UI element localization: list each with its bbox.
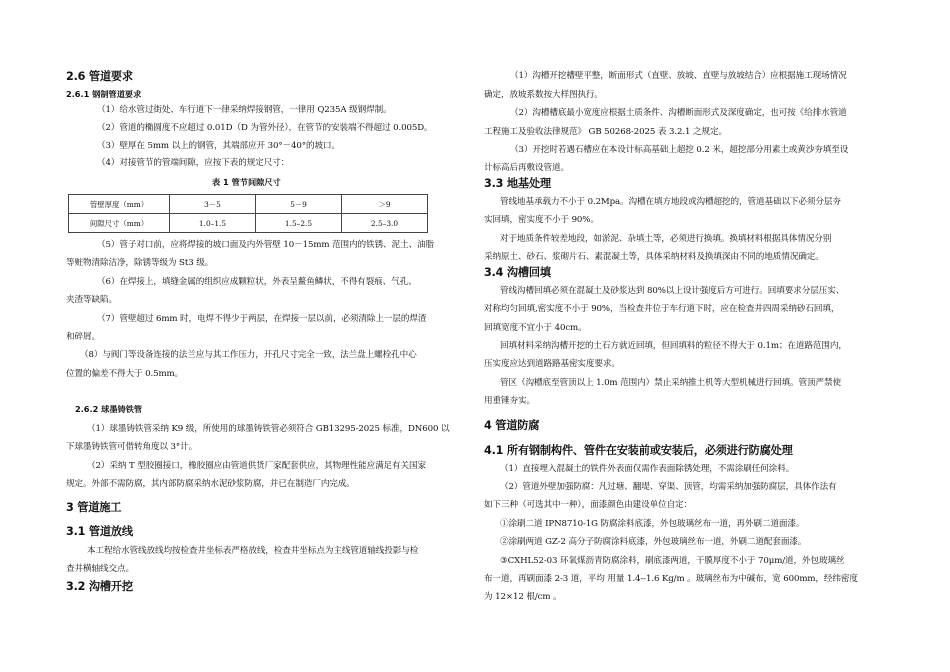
paragraph-line: （4）对接管节的管端间隙，应按下表的规定尺寸： bbox=[97, 158, 290, 168]
table-caption: 表 1 管节间隙尺寸 bbox=[212, 177, 281, 187]
paragraph-line: 压实度应达到道路路基密实度要求。 bbox=[484, 359, 620, 369]
table-row bbox=[69, 195, 428, 214]
paragraph-line: （1）直接埋入混凝土的铁件外表面仅需作表面除锈处理，不需涂刷任何涂料。 bbox=[500, 464, 795, 474]
paragraph-line: 布一道，再刷面漆 2-3 道，平均 用量 1.4--1.6 Kg/m 。玻璃丝布为中碱布，宽 600mm，经纬密度 bbox=[484, 574, 858, 584]
paragraph-line: 回填宽度不宜小于 40cm。 bbox=[484, 323, 587, 333]
paragraph-line: 规定。外部不需防腐，其内部防腐采纳水泥砂浆防腐，并已在制造厂内完成。 bbox=[66, 479, 355, 489]
paragraph-line: 计标高后再敷设管道。 bbox=[484, 163, 569, 173]
paragraph-line: （7）管壁超过 6mm 时，电焊不得少于两层，在焊接一层以前，必须清除上一层的焊渣 bbox=[97, 314, 427, 324]
paragraph-line: 管线沟槽回填必须在混凝土及砂浆达到 80%以上设计强度后方可进行。回填要求分层压实、 bbox=[500, 286, 845, 296]
paragraph-line: （6）在焊接上，填缝金属的组织应成颗粒状，外表呈鳌鱼鳞状，不得有裂痕、气孔、 bbox=[97, 277, 417, 287]
section-3-2-title: 3.2 沟槽开挖 bbox=[66, 580, 133, 593]
section-2-6-2-title: 2.6.2 球墨铸铁管 bbox=[75, 404, 143, 414]
section-4-title: 4 管道防腐 bbox=[484, 419, 540, 432]
gap-size-table bbox=[68, 194, 428, 233]
table-cell: ＞9 bbox=[342, 195, 428, 214]
section-3-3-title: 3.3 地基处理 bbox=[484, 177, 551, 190]
table-cell: 管壁厚度（mm） bbox=[69, 195, 170, 214]
paragraph-line: （2）管道外壁加强防腐：凡过塘、翻堤、穿渠、顶管，均需采纳加强防腐层，具体作法有 bbox=[500, 482, 837, 492]
paragraph-line: （2）沟槽槽底最小宽度应根据土质条件、沟槽断面形式及深度确定，也可按《给排水管道 bbox=[510, 108, 847, 118]
section-3-4-title: 3.4 沟槽回填 bbox=[484, 266, 551, 279]
paragraph-line: 管区（沟槽底至管顶以上 1.0m 范围内）禁止采纳推土机等大型机械进行回填。管顶严禁使 bbox=[500, 378, 841, 388]
paragraph-line: 下球墨铸铁管可借转角度以 3°计。 bbox=[66, 442, 198, 452]
section-2-6-title: 2.6 管道要求 bbox=[66, 70, 133, 83]
paragraph-line: （8）与阀门等设备连接的法兰应与其工作压力，开孔尺寸完全一致，法兰盘上螺栓孔中心 bbox=[80, 350, 417, 360]
paragraph-line: 位置的偏差不得大于 0.5mm。 bbox=[66, 369, 184, 379]
paragraph-line: 对称均匀回填,密实度不小于 90%，当检查井位于车行道下时，应在检查井四周采纳砂石回填， bbox=[484, 304, 840, 314]
paragraph-line: ①涂刷二道 IPN8710-1G 防腐涂料底漆，外包玻璃丝布一道，再外刷二道面漆。 bbox=[500, 519, 805, 529]
paragraph-line: （5）管子对口前，应将焊接的坡口面及内外管壁 10－15mm 范围内的铁锈、泥土、油脂 bbox=[97, 240, 434, 250]
paragraph-line: （1）给水管过街处、车行道下一律采纳焊接钢管，一律用 Q235A 级钢焊制。 bbox=[97, 105, 392, 115]
paragraph-line: （2）采纳 T 型胶圈接口，橡胶圈应由管道供货厂家配套供应，其物理性能应满足有关国家 bbox=[87, 461, 427, 471]
table-cell: 2.5–3.0 bbox=[342, 214, 428, 233]
paragraph-line: （1）球墨铸铁管采纳 K9 级，所使用的球墨铸铁管必须符合 GB13295-2025 标准，DN600 以 bbox=[87, 424, 450, 434]
table-cell: 1.0–1.5 bbox=[170, 214, 256, 233]
table-cell: 间隙尺寸（mm） bbox=[69, 214, 170, 233]
paragraph-line: 夹渣等缺陷。 bbox=[66, 295, 117, 305]
table-cell: 1.5–2.5 bbox=[256, 214, 342, 233]
paragraph-line: 用重锤夯实。 bbox=[484, 396, 535, 406]
paragraph-line: （3）开挖时若遇石槽应在本设计标高基础上超挖 0.2 米，超挖部分用素土或黄沙夯填至设 bbox=[510, 145, 849, 155]
paragraph-line: 工程施工及验收法律规范》 GB 50268-2025 表 3.2.1 之规定。 bbox=[484, 127, 728, 137]
section-2-6-1-title: 2.6.1 钢制管道要求 bbox=[66, 89, 142, 99]
paragraph-line: 查井横轴线交点。 bbox=[66, 564, 134, 574]
paragraph-line: 对于地质条件较差地段，如淤泥、杂填土等，必须进行换填。换填材料根据具体情况分别 bbox=[500, 234, 832, 244]
paragraph-line: （2）管道的椭圆度不应超过 0.01D（D 为管外径），在管节的安装端不得超过 0.005D。 bbox=[97, 123, 433, 133]
table-cell: 5－9 bbox=[256, 195, 342, 214]
paragraph-line: 本工程给水管线放线均按检查井坐标表严格放线，检查井坐标点为主线管道轴线投影与检 bbox=[87, 546, 419, 556]
section-3-title: 3 管道施工 bbox=[66, 501, 122, 514]
paragraph-line: 回填材料采纳沟槽开挖的土石方就近回填，但回填料的粒径不得大于 0.1m；在道路范围内， bbox=[500, 341, 847, 351]
section-4-1-title: 4.1 所有钢制构件、管件在安装前或安装后，必须进行防腐处理 bbox=[484, 444, 793, 457]
paragraph-line: 等赃物清除洁净，除锈等级为 St3 级。 bbox=[66, 258, 214, 268]
paragraph-line: 管线地基承载力不小于 0.2Mpa。沟槽在填方地段或沟槽超挖的，管道基础以下必须分层夯 bbox=[500, 197, 841, 207]
table-cell: 3－5 bbox=[170, 195, 256, 214]
paragraph-line: 确定，放坡系数按大样图执行。 bbox=[484, 90, 603, 100]
paragraph-line: 如下三种（可选其中一种），面漆颜色由建设单位自定： bbox=[484, 500, 693, 510]
paragraph-line: 为 12×12 根/cm 。 bbox=[484, 592, 562, 602]
paragraph-line: ②涂刷两道 GZ-2 高分子防腐涂料底漆，外包玻璃丝布一道，外刷二道配套面漆。 bbox=[500, 537, 807, 547]
paragraph-line: 实回填，密实度不小于 90%。 bbox=[484, 215, 599, 225]
paragraph-line: ③CXHL52-03 环氧煤沥青防腐涂料，刷底漆两道，干膜厚度不小于 70μm/道，外包玻璃丝 bbox=[500, 556, 845, 566]
paragraph-line: 采纳原土、砂石、浆砌片石、素混凝土等，具体采纳材料及换填深由不同的地质情况确定。 bbox=[484, 252, 824, 262]
paragraph-line: （1）沟槽开挖槽壁平整，断面形式（直壁、放坡、直壁与放坡结合）应根据施工现场情况 bbox=[510, 71, 847, 81]
table-row bbox=[69, 214, 428, 233]
paragraph-line: （3）壁厚在 5mm 以上的钢管，其端部应开 30°－40°的坡口。 bbox=[97, 141, 340, 151]
paragraph-line: 和碎屑。 bbox=[66, 332, 100, 342]
section-3-1-title: 3.1 管道放线 bbox=[66, 525, 133, 538]
